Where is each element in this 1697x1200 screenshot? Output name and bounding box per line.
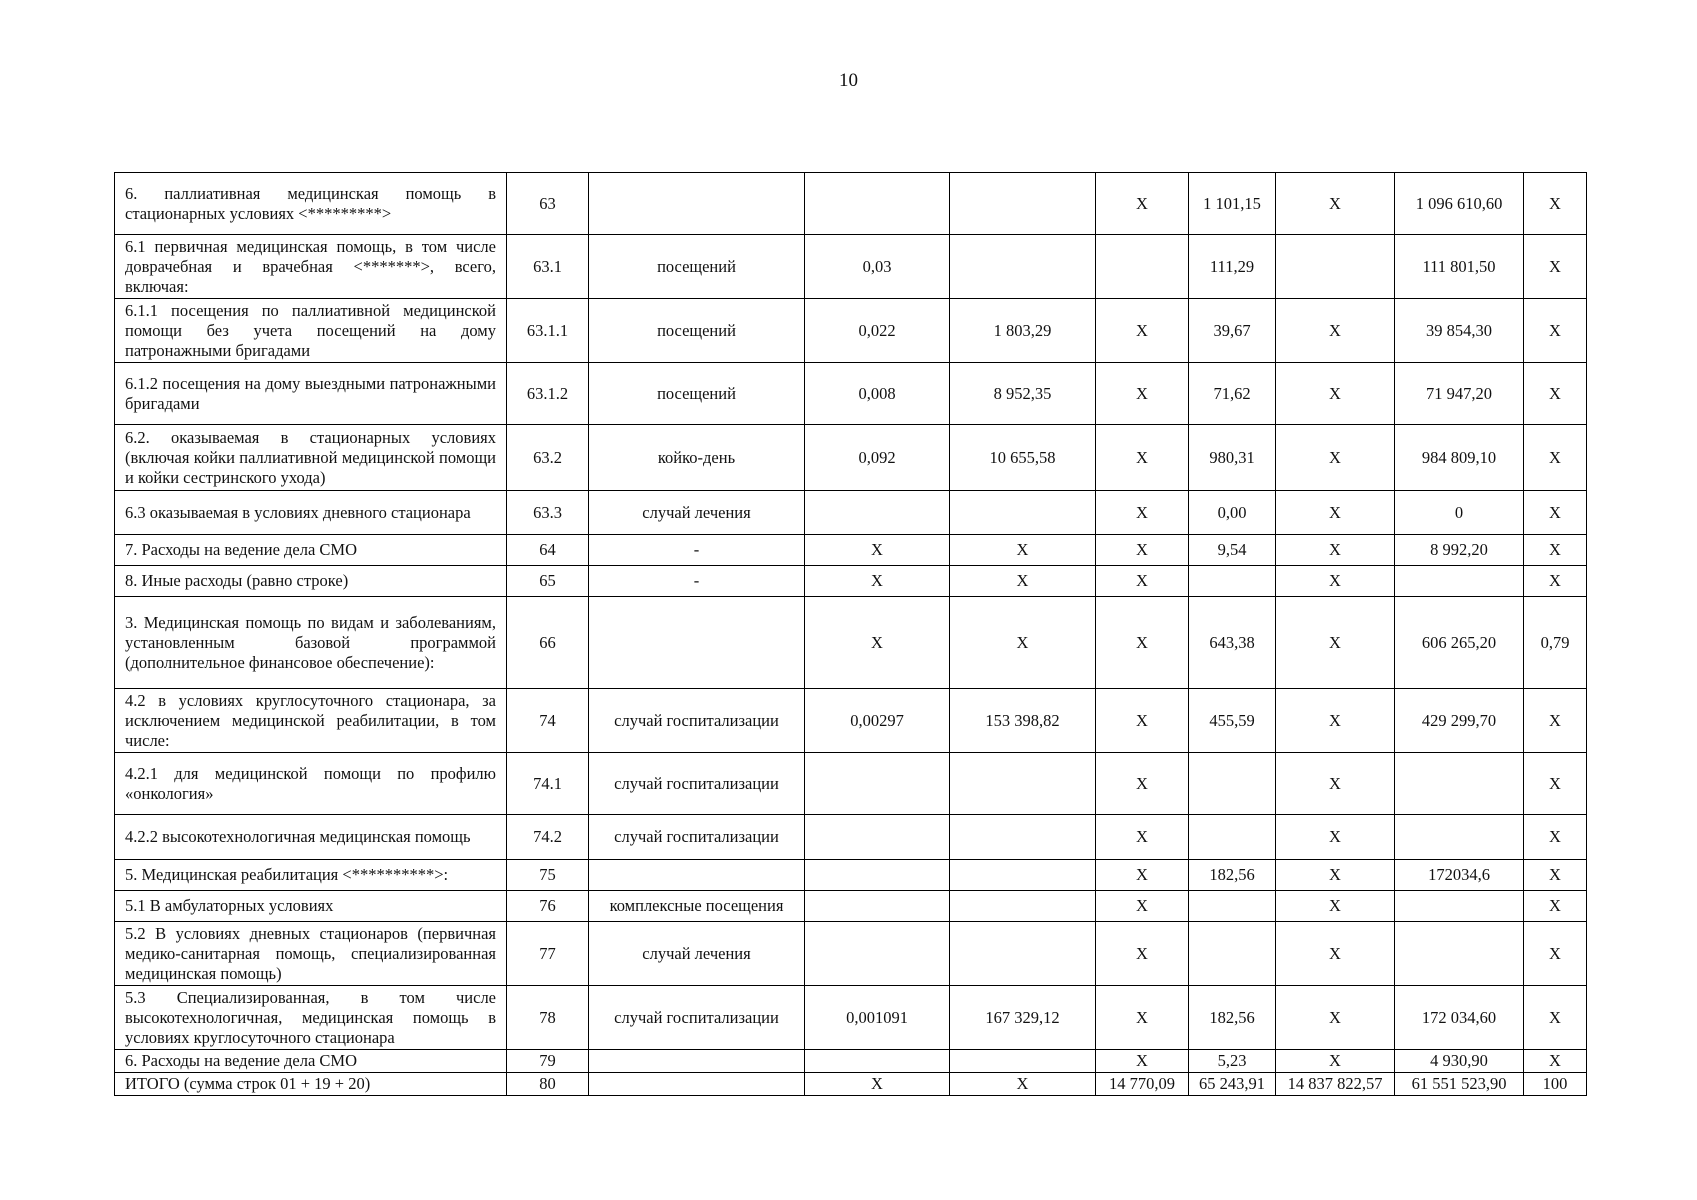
row-name-cell: 6.1 первичная медицинская помощь, в том числе доврачебная и врачебная <*******>, всего, включая: [115, 235, 507, 299]
value-cell: 4 930,90 [1395, 1050, 1524, 1073]
value-cell [1189, 891, 1276, 922]
value-cell [1189, 815, 1276, 860]
table-row [115, 891, 1587, 922]
unit-cell: - [589, 535, 805, 566]
value-cell: Х [1276, 425, 1395, 491]
value-cell: 182,56 [1189, 986, 1276, 1050]
value-cell: Х [1276, 363, 1395, 425]
share-cell: Х [1524, 922, 1587, 986]
value-cell: Х [1096, 860, 1189, 891]
total-value-cell: 61 551 523,90 [1395, 1073, 1524, 1096]
row-code-cell: 74 [507, 689, 589, 753]
cost-cell: Х [950, 1073, 1096, 1096]
table-row [115, 689, 1587, 753]
unit-cell: - [589, 566, 805, 597]
cost-cell: Х [950, 535, 1096, 566]
share-cell: Х [1524, 491, 1587, 535]
row-name-cell: 8. Иные расходы (равно строке) [115, 566, 507, 597]
norm-cell [805, 922, 950, 986]
norm-cell [805, 173, 950, 235]
table-row [115, 860, 1587, 891]
value-cell [1276, 235, 1395, 299]
value-cell: 182,56 [1189, 860, 1276, 891]
row-name-cell: 3. Медицинская помощь по видам и заболеваниям, установленным базовой программой (дополнительное финансовое обеспечение): [115, 597, 507, 689]
row-code-cell: 74.1 [507, 753, 589, 815]
table-row [115, 922, 1587, 986]
share-cell: Х [1524, 235, 1587, 299]
share-cell: Х [1524, 566, 1587, 597]
norm-cell [805, 753, 950, 815]
table-row [115, 597, 1587, 689]
row-code-cell: 63.1.1 [507, 299, 589, 363]
value-cell [1395, 922, 1524, 986]
share-cell: Х [1524, 986, 1587, 1050]
row-name-cell: 6.1.1 посещения по паллиативной медицинской помощи без учета посещений на дому патронажными бригадами [115, 299, 507, 363]
share-cell: Х [1524, 815, 1587, 860]
row-code-cell: 63.1.2 [507, 363, 589, 425]
table-row [115, 425, 1587, 491]
share-cell: Х [1524, 535, 1587, 566]
norm-cell: 0,022 [805, 299, 950, 363]
cost-cell [950, 235, 1096, 299]
value-cell [1189, 566, 1276, 597]
value-cell: 606 265,20 [1395, 597, 1524, 689]
value-cell: 111,29 [1189, 235, 1276, 299]
value-cell: 1 101,15 [1189, 173, 1276, 235]
value-cell: Х [1276, 535, 1395, 566]
norm-cell: Х [805, 566, 950, 597]
norm-cell: 0,00297 [805, 689, 950, 753]
cost-cell [950, 860, 1096, 891]
value-cell: Х [1096, 173, 1189, 235]
value-cell: 984 809,10 [1395, 425, 1524, 491]
row-code-cell: 75 [507, 860, 589, 891]
value-cell: 172 034,60 [1395, 986, 1524, 1050]
value-cell: Х [1276, 753, 1395, 815]
value-cell: Х [1096, 535, 1189, 566]
row-name-cell: 6.1.2 посещения на дому выездными патронажными бригадами [115, 363, 507, 425]
share-cell: Х [1524, 425, 1587, 491]
value-cell [1395, 815, 1524, 860]
value-cell: Х [1276, 1050, 1395, 1073]
value-cell: 39,67 [1189, 299, 1276, 363]
value-cell: 0,00 [1189, 491, 1276, 535]
share-cell: 0,79 [1524, 597, 1587, 689]
cost-cell [950, 491, 1096, 535]
value-cell [1395, 753, 1524, 815]
table-row [115, 566, 1587, 597]
unit-cell: посещений [589, 235, 805, 299]
cost-cell: Х [950, 566, 1096, 597]
value-cell: Х [1096, 891, 1189, 922]
table-row [115, 235, 1587, 299]
row-code-cell: 63.2 [507, 425, 589, 491]
value-cell: Х [1276, 173, 1395, 235]
row-name-cell: 5.2 В условиях дневных стационаров (первичная медико-санитарная помощь, специализированная медицинская помощь) [115, 922, 507, 986]
row-name-cell: 5.3 Специализированная, в том числе высокотехнологичная, медицинская помощь в условиях круглосуточного стационара [115, 986, 507, 1050]
share-cell: Х [1524, 173, 1587, 235]
value-cell: 111 801,50 [1395, 235, 1524, 299]
value-cell [1395, 891, 1524, 922]
value-cell: Х [1096, 753, 1189, 815]
unit-cell: случай госпитализации [589, 689, 805, 753]
row-name-cell: 6.3 оказываемая в условиях дневного стационара [115, 491, 507, 535]
page-number: 10 [839, 70, 858, 91]
cost-cell [950, 922, 1096, 986]
row-name-cell: 6. паллиативная медицинская помощь в стационарных условиях <*********> [115, 173, 507, 235]
cost-cell [950, 173, 1096, 235]
table-row [115, 986, 1587, 1050]
value-cell: 643,38 [1189, 597, 1276, 689]
row-name-cell: 4.2.1 для медицинской помощи по профилю «онкология» [115, 753, 507, 815]
value-cell: Х [1276, 597, 1395, 689]
unit-cell: посещений [589, 299, 805, 363]
value-cell: 8 992,20 [1395, 535, 1524, 566]
value-cell: 9,54 [1189, 535, 1276, 566]
value-cell: 455,59 [1189, 689, 1276, 753]
value-cell: 172034,6 [1395, 860, 1524, 891]
norm-cell [805, 1050, 950, 1073]
cost-cell: 153 398,82 [950, 689, 1096, 753]
row-name-cell: 5. Медицинская реабилитация <**********>: [115, 860, 507, 891]
table-row [115, 173, 1587, 235]
total-share-cell: 100 [1524, 1073, 1587, 1096]
share-cell: Х [1524, 860, 1587, 891]
value-cell: Х [1096, 815, 1189, 860]
norm-cell [805, 860, 950, 891]
value-cell: 429 299,70 [1395, 689, 1524, 753]
total-value-cell: 14 837 822,57 [1276, 1073, 1395, 1096]
share-cell: Х [1524, 689, 1587, 753]
share-cell: Х [1524, 299, 1587, 363]
unit-cell [589, 173, 805, 235]
unit-cell [589, 597, 805, 689]
unit-cell: случай госпитализации [589, 815, 805, 860]
cost-cell: 8 952,35 [950, 363, 1096, 425]
cost-cell [950, 815, 1096, 860]
value-cell: Х [1096, 597, 1189, 689]
value-cell: Х [1096, 986, 1189, 1050]
row-code-cell: 63.3 [507, 491, 589, 535]
value-cell: Х [1096, 566, 1189, 597]
row-code-cell: 63 [507, 173, 589, 235]
table-row [115, 753, 1587, 815]
unit-cell: комплексные посещения [589, 891, 805, 922]
table-row [115, 491, 1587, 535]
table-row [115, 363, 1587, 425]
row-code-cell: 74.2 [507, 815, 589, 860]
unit-cell [589, 1073, 805, 1096]
cost-cell: Х [950, 597, 1096, 689]
norm-cell [805, 891, 950, 922]
table-body [115, 173, 1587, 1096]
cost-table [114, 172, 1587, 1096]
value-cell: Х [1276, 815, 1395, 860]
row-code-cell: 76 [507, 891, 589, 922]
value-cell: Х [1096, 922, 1189, 986]
value-cell [1096, 235, 1189, 299]
row-name-cell: ИТОГО (сумма строк 01 + 19 + 20) [115, 1073, 507, 1096]
row-code-cell: 63.1 [507, 235, 589, 299]
value-cell: 39 854,30 [1395, 299, 1524, 363]
norm-cell: 0,092 [805, 425, 950, 491]
row-code-cell: 79 [507, 1050, 589, 1073]
row-name-cell: 6.2. оказываемая в стационарных условиях (включая койки паллиативной медицинской помощи и койки сестринского ухода) [115, 425, 507, 491]
value-cell: Х [1276, 922, 1395, 986]
table-row [115, 1050, 1587, 1073]
unit-cell [589, 860, 805, 891]
share-cell: Х [1524, 363, 1587, 425]
norm-cell: Х [805, 1073, 950, 1096]
row-code-cell: 65 [507, 566, 589, 597]
value-cell: Х [1096, 1050, 1189, 1073]
value-cell: Х [1096, 689, 1189, 753]
row-name-cell: 6. Расходы на ведение дела СМО [115, 1050, 507, 1073]
unit-cell: случай госпитализации [589, 986, 805, 1050]
value-cell: Х [1276, 299, 1395, 363]
unit-cell: койко-день [589, 425, 805, 491]
value-cell [1189, 922, 1276, 986]
value-cell: 5,23 [1189, 1050, 1276, 1073]
value-cell: 1 096 610,60 [1395, 173, 1524, 235]
norm-cell: 0,008 [805, 363, 950, 425]
table-row-total [115, 1073, 1587, 1096]
value-cell: Х [1096, 299, 1189, 363]
row-code-cell: 80 [507, 1073, 589, 1096]
total-value-cell: 14 770,09 [1096, 1073, 1189, 1096]
norm-cell: 0,03 [805, 235, 950, 299]
row-name-cell: 7. Расходы на ведение дела СМО [115, 535, 507, 566]
cost-cell [950, 1050, 1096, 1073]
value-cell [1395, 566, 1524, 597]
value-cell: Х [1276, 689, 1395, 753]
value-cell: Х [1276, 566, 1395, 597]
cost-cell [950, 753, 1096, 815]
norm-cell: 0,001091 [805, 986, 950, 1050]
norm-cell [805, 491, 950, 535]
value-cell: 0 [1395, 491, 1524, 535]
share-cell: Х [1524, 1050, 1587, 1073]
norm-cell [805, 815, 950, 860]
value-cell: Х [1096, 491, 1189, 535]
norm-cell: Х [805, 597, 950, 689]
row-name-cell: 4.2 в условиях круглосуточного стационара, за исключением медицинской реабилитации, в том числе: [115, 689, 507, 753]
value-cell: Х [1096, 363, 1189, 425]
row-code-cell: 77 [507, 922, 589, 986]
share-cell: Х [1524, 753, 1587, 815]
row-code-cell: 66 [507, 597, 589, 689]
share-cell: Х [1524, 891, 1587, 922]
row-name-cell: 5.1 В амбулаторных условиях [115, 891, 507, 922]
value-cell: Х [1276, 860, 1395, 891]
cost-cell [950, 891, 1096, 922]
value-cell: 71,62 [1189, 363, 1276, 425]
value-cell: Х [1276, 491, 1395, 535]
table-row [115, 815, 1587, 860]
cost-cell: 1 803,29 [950, 299, 1096, 363]
row-code-cell: 64 [507, 535, 589, 566]
value-cell: Х [1276, 891, 1395, 922]
unit-cell: случай лечения [589, 491, 805, 535]
row-name-cell: 4.2.2 высокотехнологичная медицинская помощь [115, 815, 507, 860]
cost-cell: 167 329,12 [950, 986, 1096, 1050]
value-cell: 980,31 [1189, 425, 1276, 491]
table-row [115, 299, 1587, 363]
table-row [115, 535, 1587, 566]
unit-cell [589, 1050, 805, 1073]
unit-cell: случай госпитализации [589, 753, 805, 815]
unit-cell: случай лечения [589, 922, 805, 986]
unit-cell: посещений [589, 363, 805, 425]
value-cell [1189, 753, 1276, 815]
row-code-cell: 78 [507, 986, 589, 1050]
value-cell: 71 947,20 [1395, 363, 1524, 425]
cost-cell: 10 655,58 [950, 425, 1096, 491]
value-cell: Х [1276, 986, 1395, 1050]
total-value-cell: 65 243,91 [1189, 1073, 1276, 1096]
norm-cell: Х [805, 535, 950, 566]
value-cell: Х [1096, 425, 1189, 491]
